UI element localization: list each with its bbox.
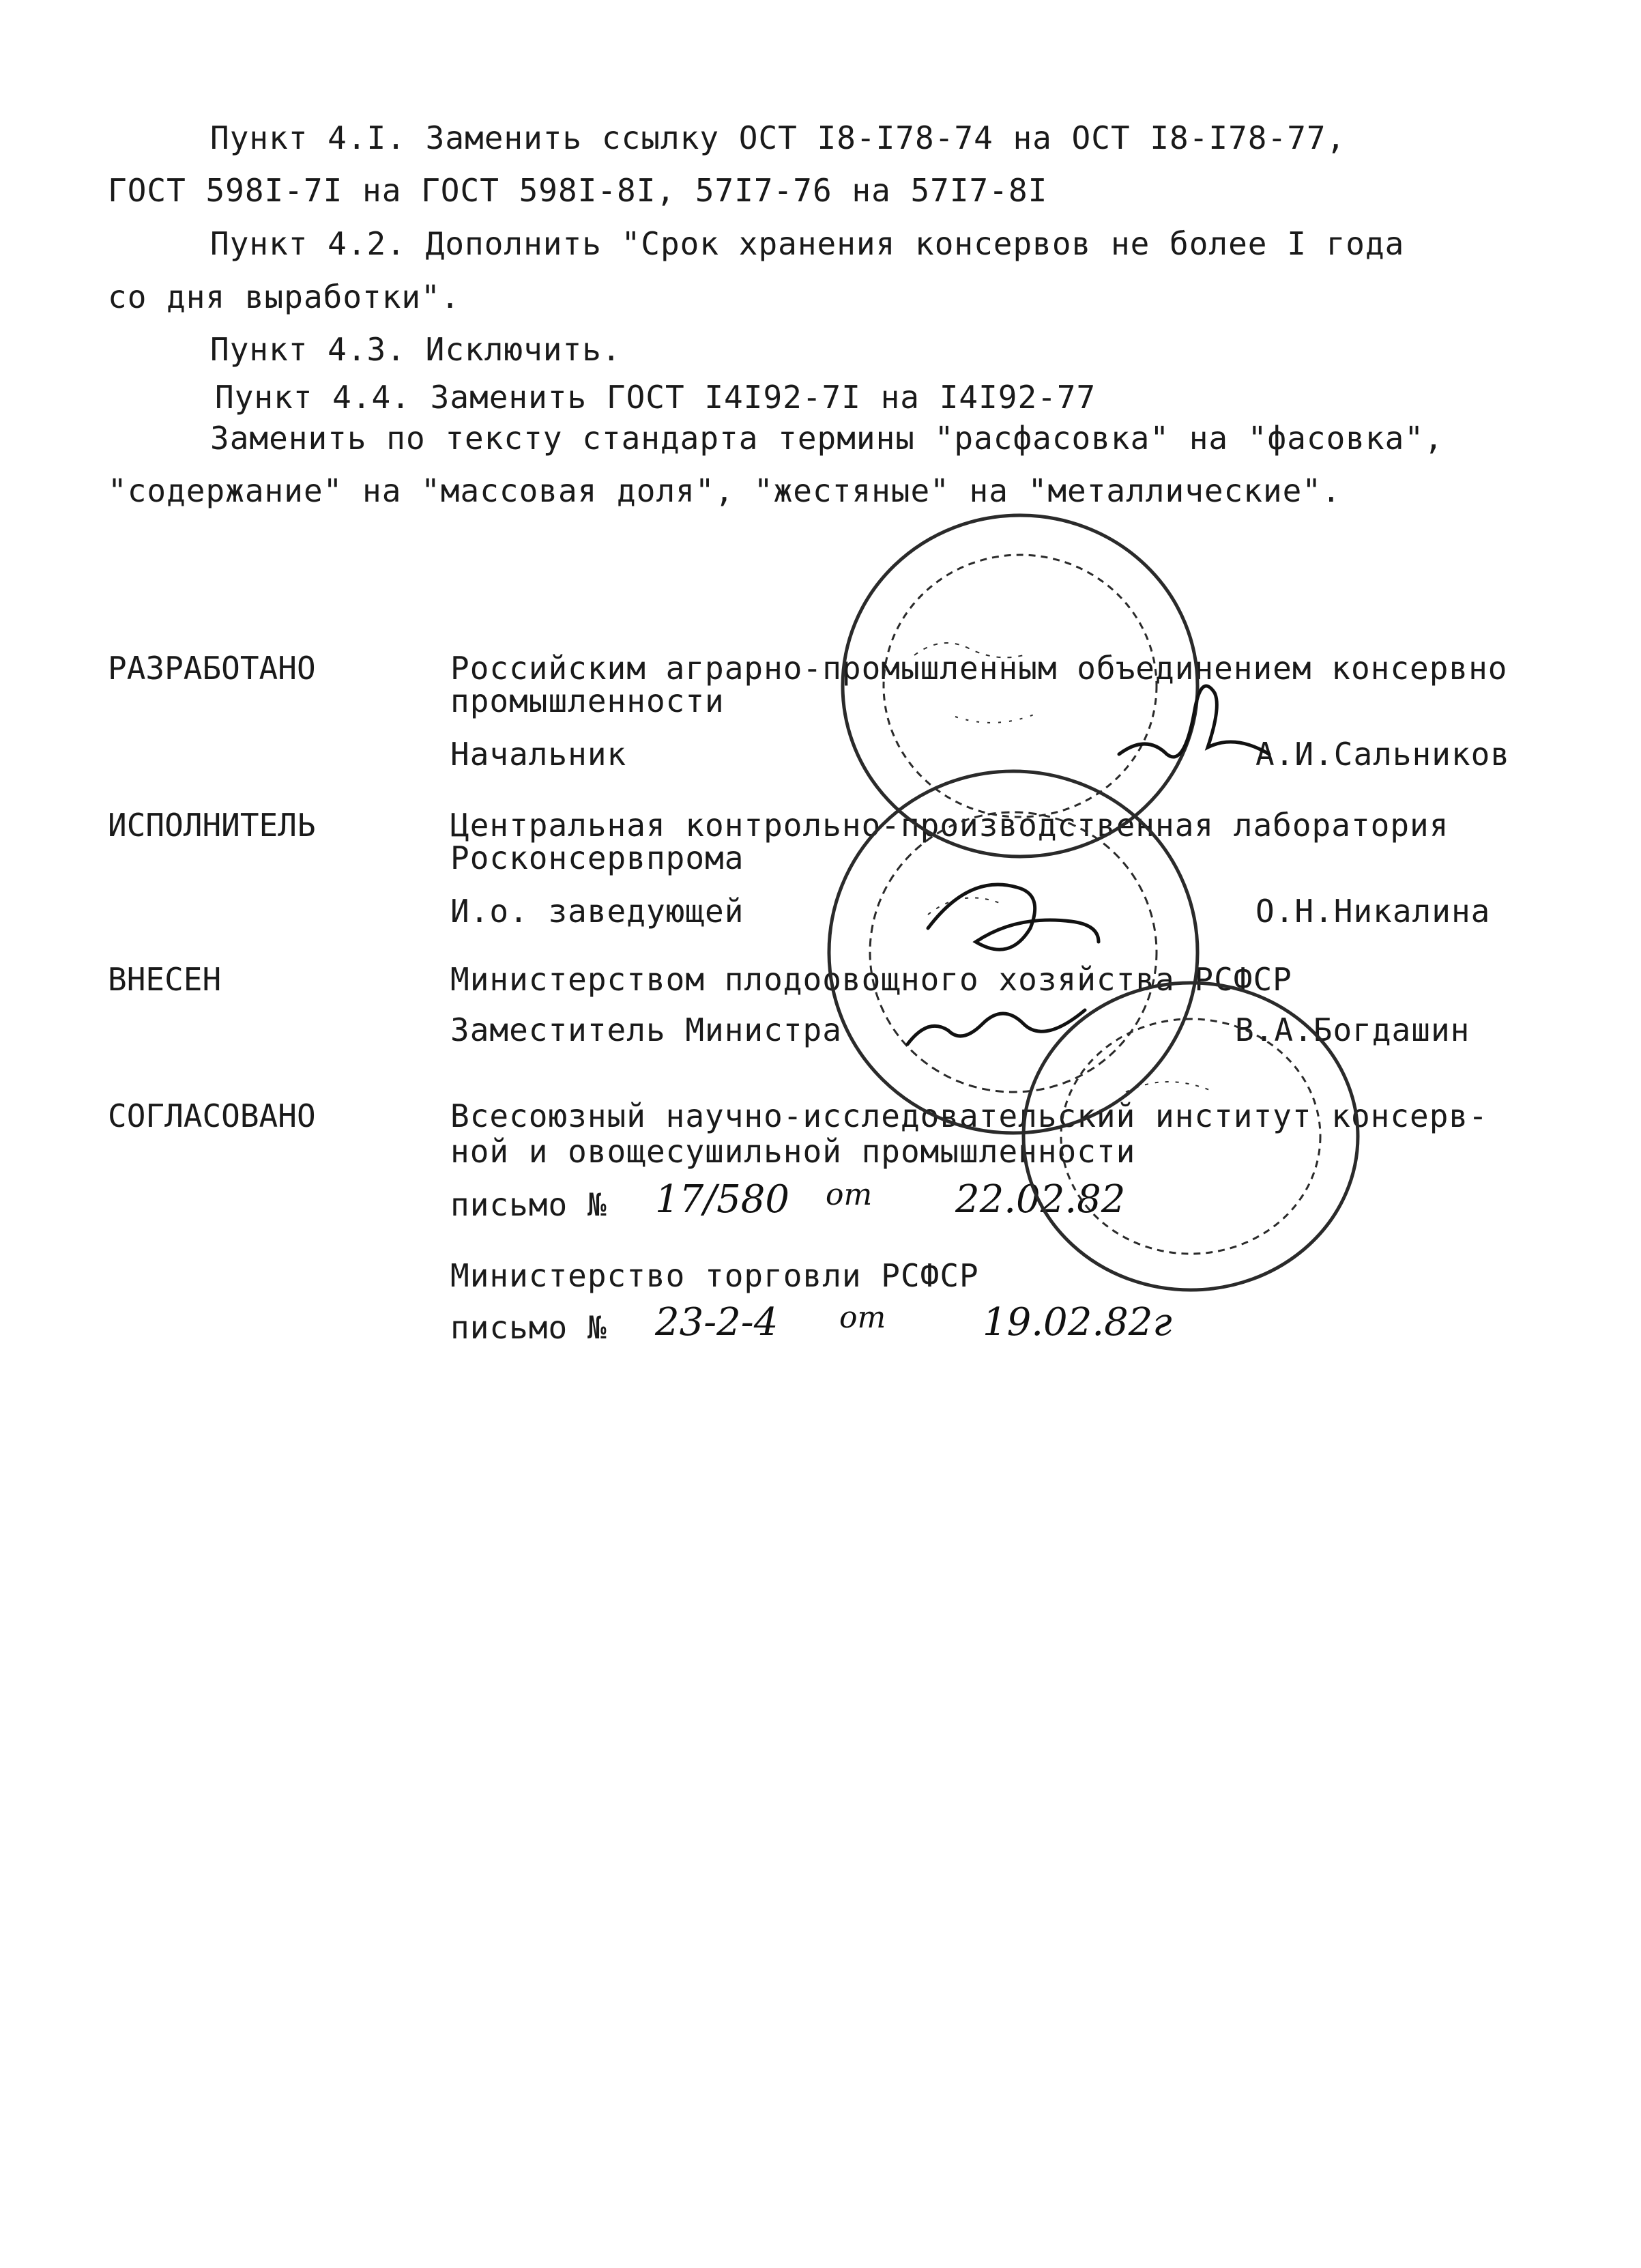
item-4-2-line2: со дня выработки".	[108, 278, 461, 315]
item-4-4: Пункт 4.4. Заменить ГОСТ I4I92-7I на I4I92-77	[215, 379, 1097, 416]
introduced-org: Министерством плодоовощного хозяйства РСФСР	[450, 961, 1292, 998]
developed-org-line1: Российским аграрно-промышленным объединением консервно	[450, 650, 1508, 687]
agreed-letter2-date: 19.02.82г	[983, 1300, 1172, 1345]
agreed-letter1-prefix: письмо №	[450, 1186, 607, 1223]
executor-signatory: О.Н.Никалина	[1255, 893, 1491, 930]
item-4-3: Пункт 4.3. Исключить.	[210, 331, 622, 368]
agreed-letter1-from: от	[826, 1177, 873, 1212]
introduced-label: ВНЕСЕН	[108, 961, 222, 998]
introduced-position: Заместитель Министра	[450, 1011, 842, 1048]
developed-org-line2: промышленности	[450, 683, 725, 719]
item-4-1-line1: Пункт 4.I. Заменить ссылку ОСТ I8-I78-74 на ОСТ I8-I78-77,	[210, 119, 1346, 156]
agreed-org1-line2: ной и овощесушильной промышленности	[450, 1133, 1136, 1170]
executor-org-line2: Росконсервпрома	[450, 839, 744, 876]
introduced-signatory: В.А.Богдашин	[1235, 1011, 1470, 1048]
terms-line1: Заменить по тексту стандарта термины "расфасовка" на "фасовка",	[210, 420, 1444, 457]
agreed-letter2-from: от	[839, 1300, 886, 1335]
agreed-letter1-number: 17/580	[655, 1177, 790, 1222]
developed-position: Начальник	[450, 736, 627, 773]
terms-line2: "содержание" на "массовая доля", "жестяные" на "металлические".	[108, 472, 1341, 509]
agreed-letter1-date: 22.02.82	[955, 1177, 1126, 1222]
agreed-org1-line1: Всесоюзный научно-исследовательский институт консерв-	[450, 1097, 1488, 1134]
executor-label: ИСПОЛНИТЕЛЬ	[108, 807, 316, 844]
executor-org-line1: Центральная контрольно-производственная лаборатория	[450, 807, 1449, 844]
item-4-1-line2: ГОСТ 598I-7I на ГОСТ 598I-8I, 57I7-76 на 57I7-8I	[108, 172, 1048, 209]
developed-label: РАЗРАБОТАНО	[108, 650, 316, 687]
agreed-letter2-prefix: письмо №	[450, 1309, 607, 1346]
item-4-2-line1: Пункт 4.2. Дополнить "Срок хранения консервов не более I года	[210, 225, 1405, 262]
agreed-label: СОГЛАСОВАНО	[108, 1097, 316, 1134]
agreed-org2: Министерство торговли РСФСР	[450, 1257, 979, 1294]
executor-position: И.о. заведующей	[450, 893, 744, 930]
agreed-letter2-number: 23-2-4	[655, 1300, 779, 1345]
developed-signatory: А.И.Сальников	[1255, 736, 1511, 773]
